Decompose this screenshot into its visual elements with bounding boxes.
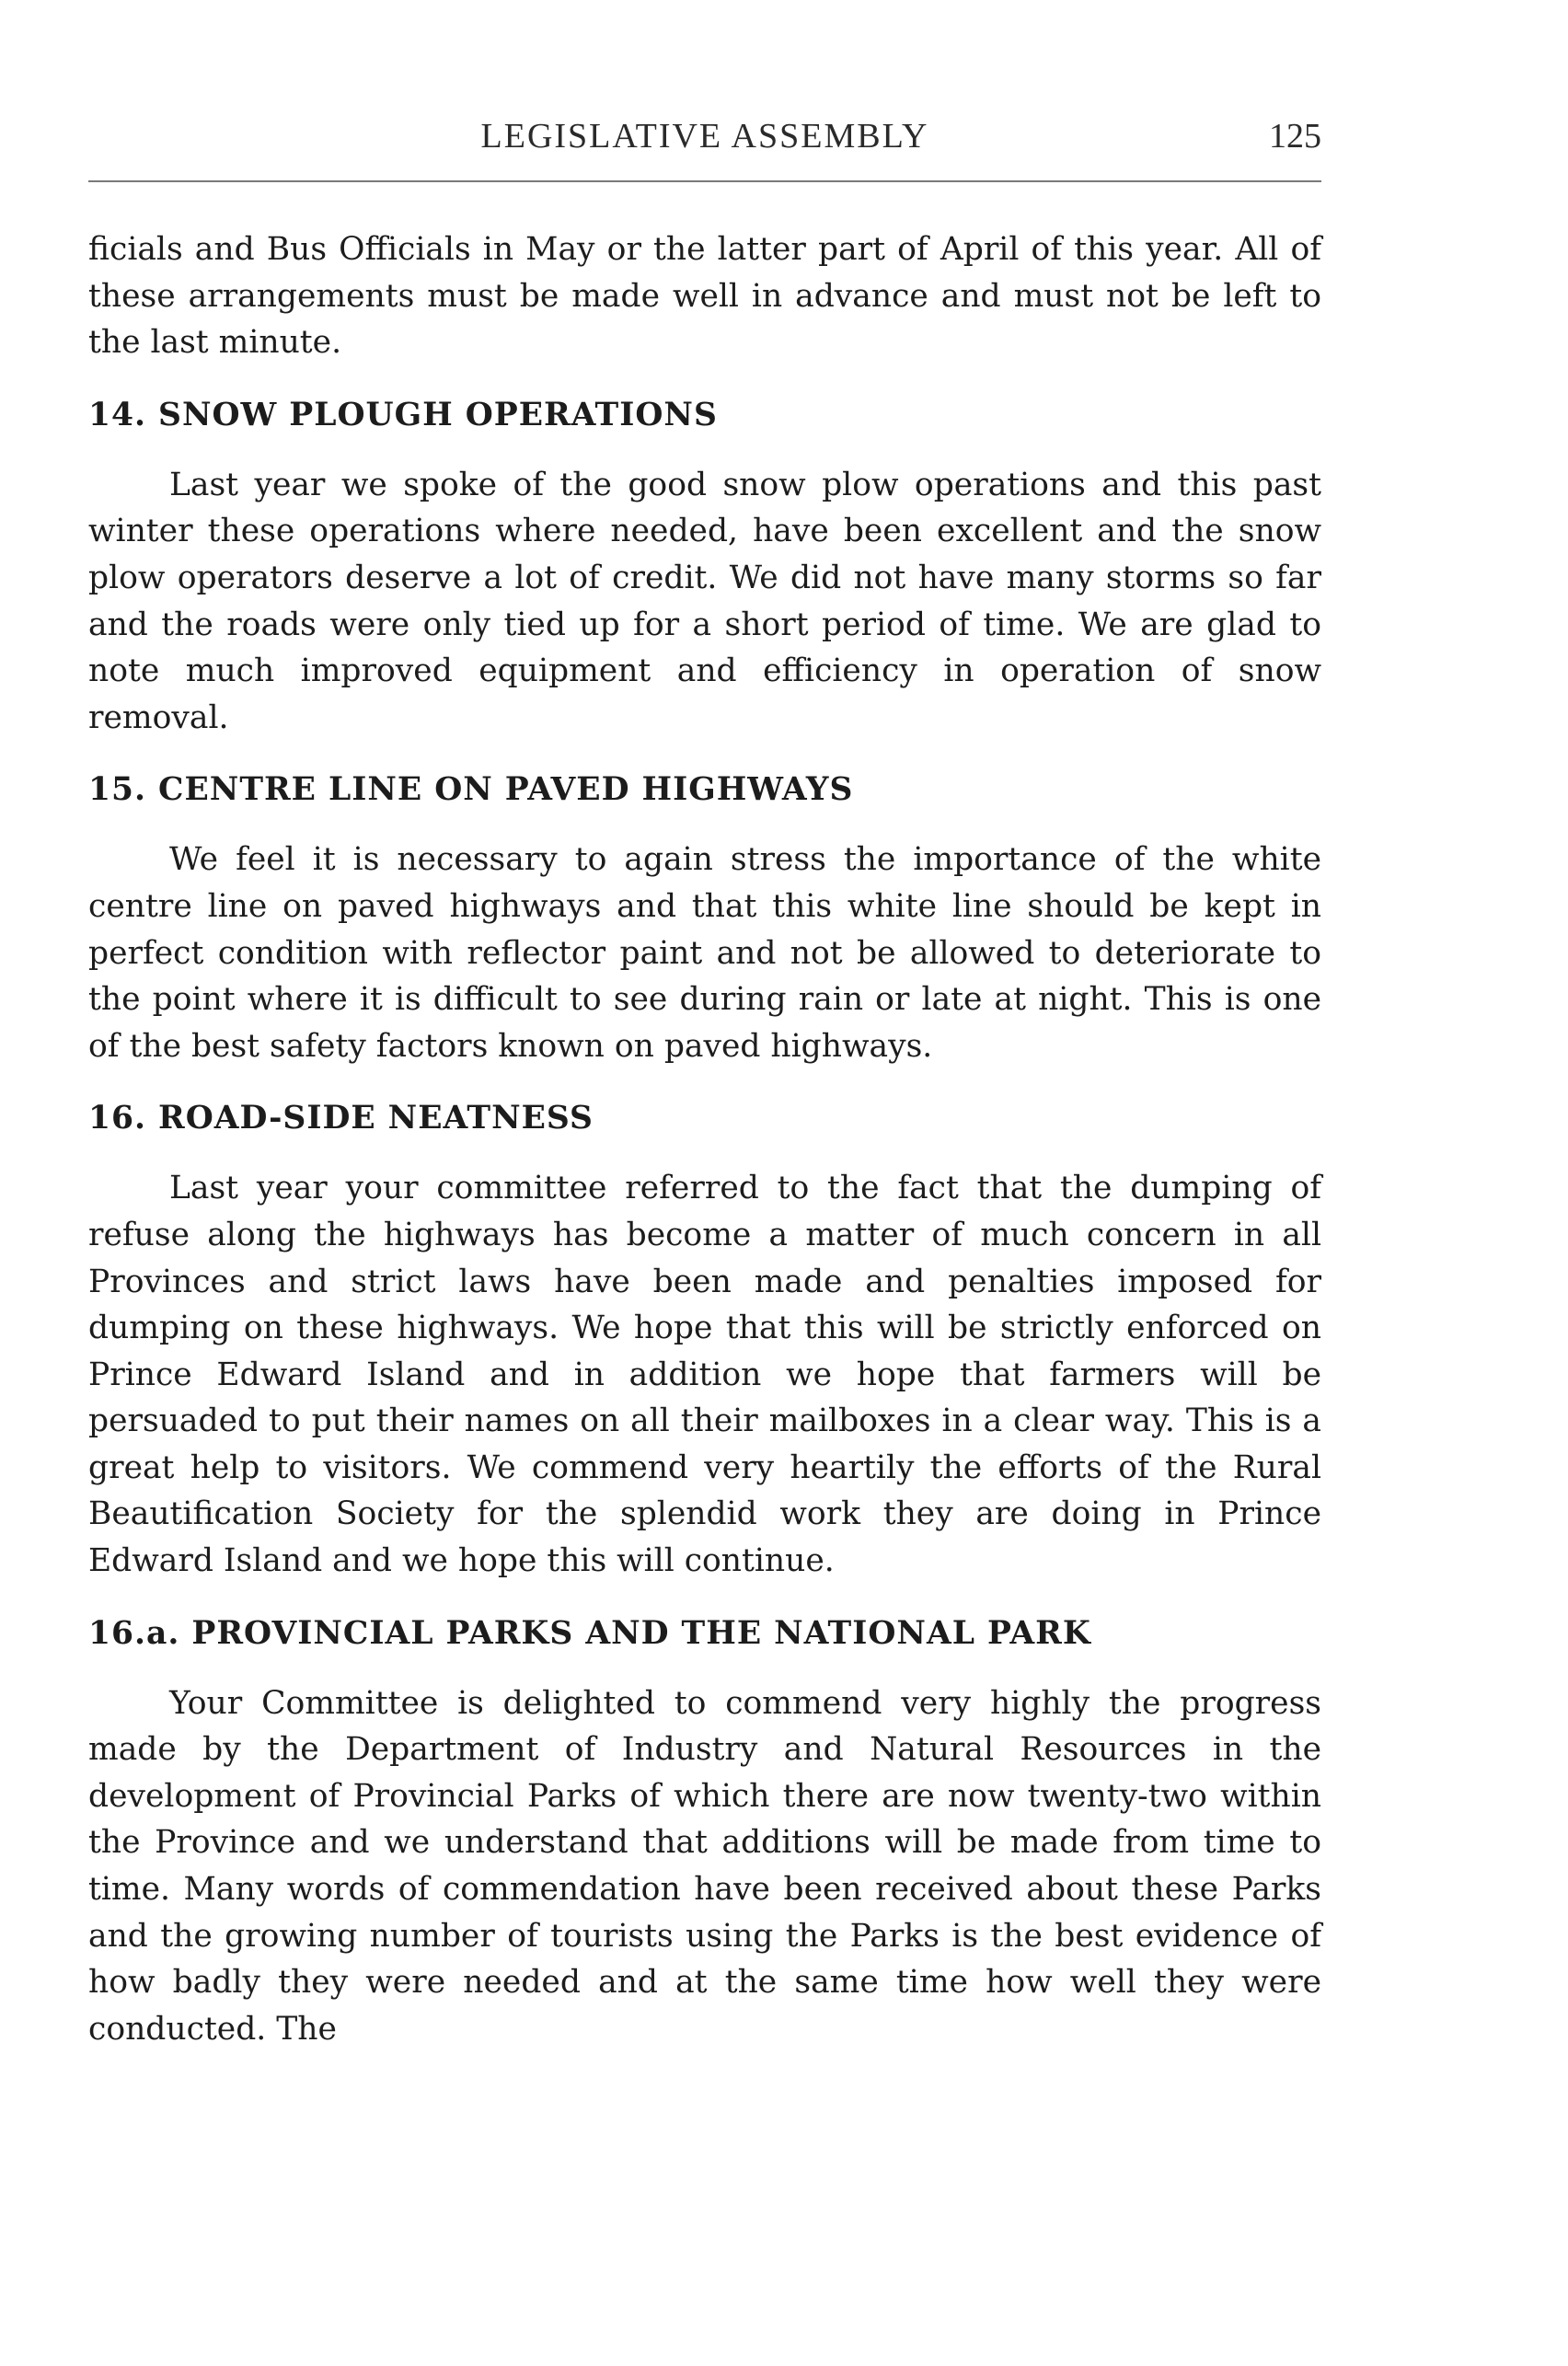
page-body: [88, 226, 1321, 2052]
running-title: LEGISLATIVE ASSEMBLY: [480, 117, 929, 156]
section-heading-provincial-parks: 16.a. PROVINCIAL PARKS AND THE NATIONAL PARK: [88, 1614, 1091, 1652]
section-body-provincial-parks: Your Committee is delighted to commend very highly the progress made by the Department of Industry and Natural Resources in the development of Provincial Parks of which there are now twenty-two within the Province and we understand that additions will be made from time to time. Many words of commendation have been received about these Parks and the growing number of tourists using the Parks is the best evidence of how badly they were needed and at the same time how well they were conducted. The: [88, 1684, 1321, 2048]
section-body-snow-plough: Last year we spoke of the good snow plow operations and this past winter these operations where needed, have been excellent and the snow plow operators deserve a lot of credit. We did not have many storms so far and the roads were only tied up for a short period of time. We are glad to note much improved equipment and efficiency in operation of snow removal.: [88, 466, 1321, 736]
section-heading-road-side-neatness: 16. ROAD-SIDE NEATNESS: [88, 1100, 594, 1137]
section-heading-centre-line: 15. CENTRE LINE ON PAVED HIGHWAYS: [88, 771, 854, 809]
header-rule: [88, 180, 1321, 182]
section-body-centre-line: We feel it is necessary to again stress the importance of the white centre line on paved highways and that this white line should be kept in perfect condition with reflector paint and not be allowed to deteriorate to the point where it is difficult to see during rain or late at night. This is one of the best safety factors known on paved highways.: [88, 841, 1321, 1065]
running-head: [88, 116, 1321, 171]
section-body-road-side-neatness: Last year your committee referred to the fact that the dumping of refuse along the highways has become a matter of much concern in all Provinces and strict laws have been made and penalties imposed for dumping on these highways. We hope that this will be strictly enforced on Prince Edward Island and in addition we hope that farmers will be persuaded to put their names on all their mailboxes in a clear way. This is a great help to visitors. We commend very heartily the efforts of the Rural Beautification Society for the splendid work they are doing in Prince Edward Island and we hope this will continue.: [88, 1170, 1321, 1580]
continued-paragraph: ficials and Bus Officials in May or the latter part of April of this year. All of these arrangements must be made well in advance and must not be left to the last minute.: [88, 231, 1321, 362]
page-number: 125: [1269, 117, 1321, 156]
section-heading-snow-plough: 14. SNOW PLOUGH OPERATIONS: [88, 396, 718, 433]
